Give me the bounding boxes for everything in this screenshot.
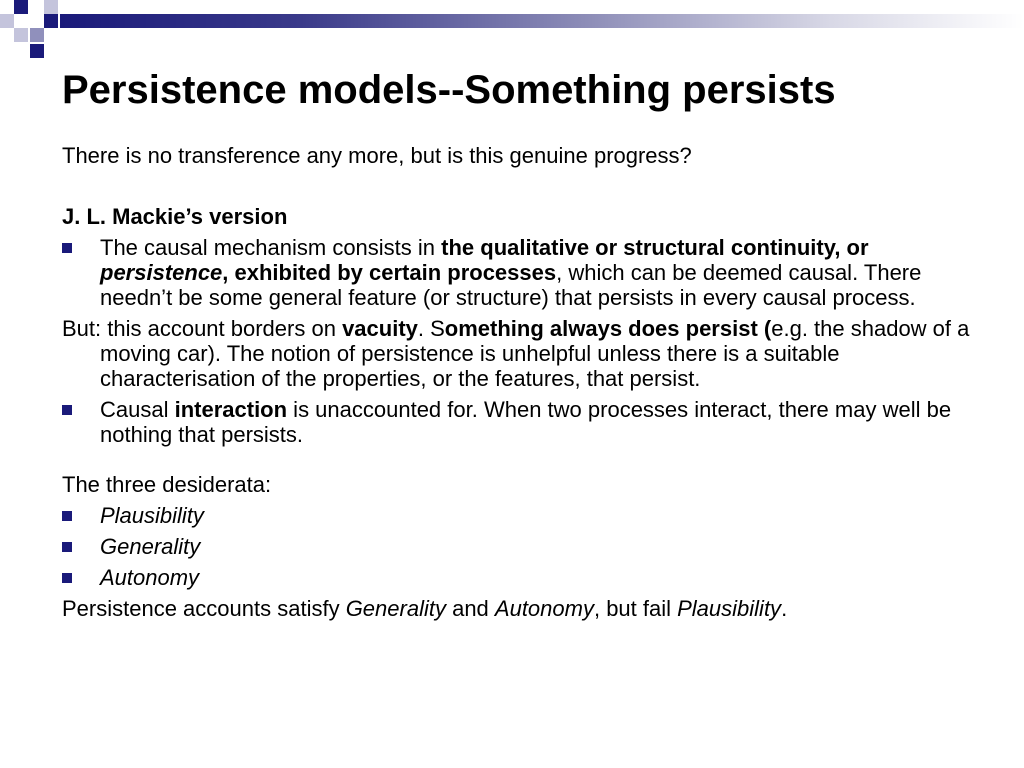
decor-square — [0, 14, 14, 28]
bullet-mechanism: The causal mechanism consists in the qualitative or structural continuity, or persistence, exhibited by certain processes, which can be deemed causal. There needn’t be some general feature (or structure) that persists in every causal process. — [62, 235, 977, 310]
decor-square — [14, 0, 28, 14]
decor-square — [30, 44, 44, 58]
bullet-marker — [62, 243, 72, 253]
header-gradient-bar — [60, 14, 1024, 28]
desideratum-item: Plausibility — [62, 503, 977, 528]
vacuity-paragraph: But: this account borders on vacuity. Something always does persist (e.g. the shadow of a moving car). The notion of persistence is unhelpful unless there is a suitable characterisation of the properties, or the features, that persist. — [62, 316, 970, 391]
conclusion-text: Persistence accounts satisfy Generality and Autonomy, but fail Plausibility. — [62, 596, 788, 621]
bullet-marker — [62, 542, 72, 552]
desideratum-item: Autonomy — [62, 565, 977, 590]
decor-square — [44, 14, 58, 28]
decor-square — [30, 28, 44, 42]
mackie-heading: J. L. Mackie’s version — [62, 204, 288, 229]
desiderata-heading: The three desiderata: — [62, 472, 272, 497]
intro-text: There is no transference any more, but is this genuine progress? — [62, 143, 692, 168]
desideratum-item: Generality — [62, 534, 977, 559]
bullet-marker — [62, 405, 72, 415]
decor-square — [44, 0, 58, 14]
decor-square — [14, 28, 28, 42]
bullet-marker — [62, 573, 72, 583]
header-decoration — [0, 0, 1024, 64]
bullet-interaction: Causal interaction is unaccounted for. When two processes interact, there may well be nothing that persists. — [62, 397, 977, 447]
slide-title: Persistence models--Something persists — [62, 68, 836, 112]
slide-body — [62, 143, 977, 621]
bullet-marker — [62, 511, 72, 521]
